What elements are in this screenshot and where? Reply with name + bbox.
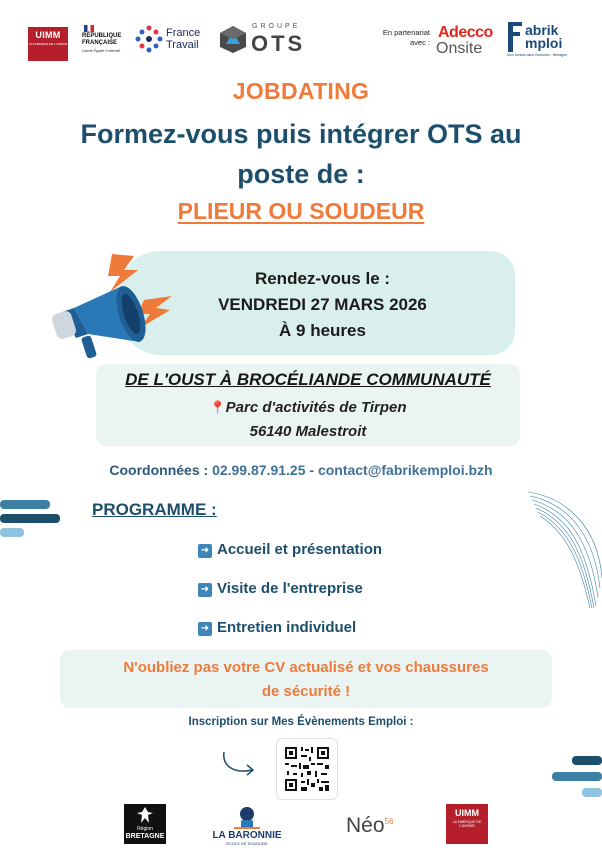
partner-label: [362, 28, 430, 48]
decor-bar: [0, 500, 50, 509]
location-address: [96, 396, 520, 444]
inscription-label: Inscription sur Mes Évènements Emploi :: [188, 716, 414, 728]
map-pin-icon: 📍: [209, 400, 226, 415]
decor-bar: [572, 756, 602, 765]
fabrik-emploi-letters-icon: [505, 20, 525, 54]
adecco-line2: Onsite: [436, 40, 483, 57]
neo-name: Néo: [346, 814, 385, 837]
programme-item-label: Entretien individuel: [217, 619, 357, 636]
programme-item: [198, 541, 382, 558]
location-name: DE L'OUST À BROCÉLIANDE COMMUNAUTÉ: [125, 370, 491, 389]
uimm-footer-logo: [446, 804, 488, 844]
partner-label-line2: avec :: [409, 38, 430, 47]
republique-francaise-logo: [82, 25, 128, 65]
address-street: Parc d'activités de Tirpen: [225, 399, 407, 416]
programme-item-label: Visite de l'entreprise: [217, 580, 363, 597]
address-city: 56140 Malestroit: [249, 423, 367, 440]
uimm-logo-title: UIMM: [35, 30, 61, 40]
uimm-footer-subtitle: LA FABRIQUE DE L'AVENIR: [452, 820, 482, 828]
programme-item: [198, 619, 356, 636]
republique-line2: FRANÇAISE: [82, 40, 118, 46]
uimm-logo: [28, 27, 68, 61]
arrow-right-icon: ➜: [198, 583, 212, 597]
contact-email[interactable]: contact@fabrikemploi.bzh: [317, 462, 493, 478]
reminder-text: [60, 656, 552, 704]
region-line2: BRETAGNE: [125, 833, 165, 840]
contact-phone[interactable]: 02.99.87.91.25: [212, 462, 306, 478]
headline: [0, 114, 602, 194]
neo-sup: 56: [384, 817, 394, 826]
ermine-icon: [136, 806, 154, 824]
headline-line2: poste de :: [237, 159, 365, 189]
uimm-footer-title: UIMM: [455, 808, 479, 818]
rendezvous-time: À 9 heures: [279, 321, 366, 340]
arrow-right-icon: ➜: [198, 544, 212, 558]
rendezvous-label: Rendez-vous le :: [254, 269, 391, 288]
ots-name: OTS: [251, 31, 306, 56]
france-travail-logo: [134, 22, 212, 56]
curved-arrow-icon: [220, 748, 260, 778]
ots-cube-icon: [218, 24, 248, 54]
adecco-onsite-logo: [436, 24, 502, 60]
job-title: PLIEUR OU SOUDEUR: [177, 198, 425, 224]
arrow-right-icon: ➜: [198, 622, 212, 636]
qr-code[interactable]: [276, 738, 338, 800]
france-travail-line2: Travail: [166, 39, 199, 51]
programme-item-label: Accueil et présentation: [217, 541, 383, 558]
fabrik-line1: abrik: [525, 22, 559, 38]
decor-bar: [0, 514, 60, 523]
rendezvous-date: VENDREDI 27 MARS 2026: [218, 295, 427, 314]
decor-wave-icon: [528, 488, 602, 608]
decor-bar: [552, 772, 602, 781]
reminder-line2: de sécurité !: [261, 683, 351, 700]
ots-group-label: GROUPE: [252, 23, 301, 30]
contact-line: [0, 462, 602, 478]
ots-logo: [218, 22, 312, 58]
headline-line1: Formez-vous puis intégrer OTS au: [80, 119, 522, 149]
neo56-logo: [346, 814, 416, 844]
fabrik-subtitle: Mon contrat dans l'industrie - Bretagne: [507, 53, 568, 57]
baronnie-sub: ÉCOLE DE SOUDURE: [226, 841, 268, 846]
welder-icon: [232, 806, 262, 830]
republique-line1: RÉPUBLIQUE: [82, 33, 122, 39]
programme-title: PROGRAMME :: [92, 500, 217, 519]
republique-motto: Liberté Égalité Fraternité: [82, 49, 121, 53]
contact-label: Coordonnées :: [109, 462, 209, 478]
france-travail-line1: France: [166, 27, 201, 39]
region-line1: Région: [137, 826, 153, 832]
decor-bar: [0, 528, 24, 537]
rendezvous-text: [140, 266, 505, 344]
fabrik-emploi-logo: [505, 20, 583, 64]
uimm-logo-subtitle: LA FABRIQUE DE L'AVENIR: [28, 42, 68, 46]
qr-code-icon: [277, 739, 337, 799]
french-flag-icon: [84, 25, 94, 32]
contact-separator: -: [309, 462, 315, 478]
la-baronnie-logo: [204, 806, 290, 846]
programme-item: [198, 580, 363, 597]
fabrik-line2: mploi: [525, 35, 563, 51]
megaphone-icon: [48, 252, 176, 364]
reminder-line1: N'oubliez pas votre CV actualisé et vos chaussures: [123, 659, 489, 676]
france-travail-dots-icon: [134, 24, 164, 54]
partner-label-line1: En partenariat: [382, 28, 430, 37]
decor-bar: [582, 788, 602, 797]
event-title: JOBDATING: [232, 78, 370, 104]
adecco-line1: Adecco: [438, 24, 493, 41]
region-bretagne-logo: [124, 804, 166, 844]
baronnie-name: LA BARONNIE: [212, 830, 282, 841]
